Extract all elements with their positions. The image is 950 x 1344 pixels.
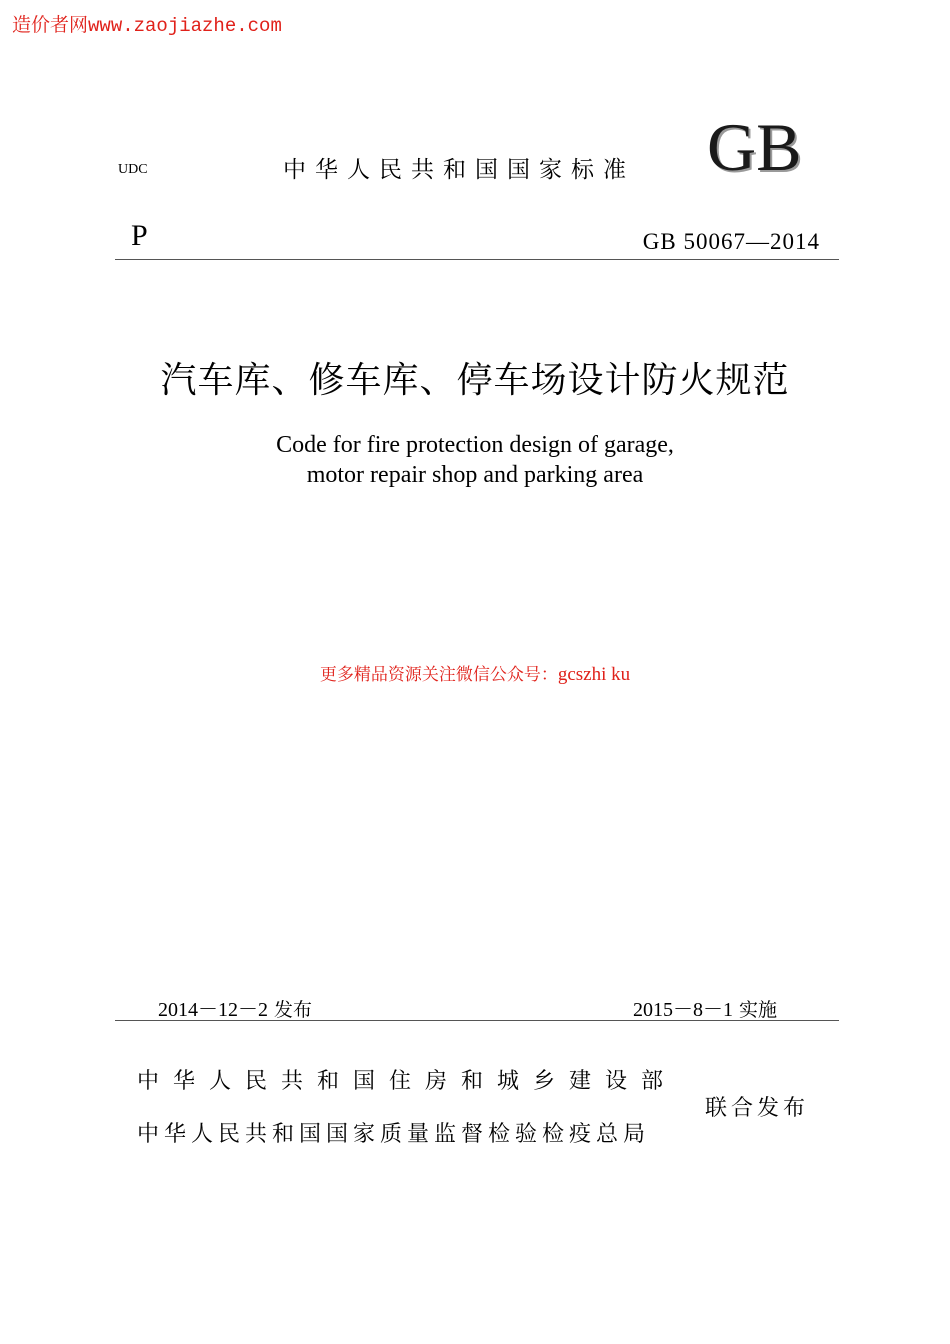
header-divider	[115, 259, 839, 260]
watermark-site-name: 造价者网	[12, 14, 89, 36]
footer-divider	[115, 1020, 839, 1021]
standard-number: GB 50067—2014	[642, 229, 820, 254]
issue-date	[158, 993, 312, 1022]
publisher-ministry-housing: 中华人民共和国住房和城乡建设部	[137, 1069, 678, 1094]
title-english-line2: motor repair shop and parking area	[306, 462, 644, 488]
gb-logo: GB	[707, 109, 802, 185]
promo-notice	[0, 660, 950, 686]
publisher-aqsiq: 中华人民共和国国家质量监督检验检疫总局	[137, 1122, 651, 1147]
promo-text: 更多精品资源关注微信公众号：	[319, 665, 558, 685]
title-english-line1: Code for fire protection design of garage,	[276, 432, 674, 458]
promo-account: gcszhi ku	[557, 664, 631, 685]
joint-publish-label: 联合发布	[705, 1096, 810, 1121]
issue-date-label: 发布	[274, 999, 313, 1021]
classification-code: P	[131, 219, 148, 252]
issue-date-value: 2014－12－2	[158, 999, 268, 1021]
udc-label: UDC	[118, 162, 148, 177]
national-standard-heading: 中华人民共和国国家标准	[283, 157, 635, 183]
effective-date-value: 2015－8－1	[633, 999, 733, 1021]
watermark	[12, 10, 282, 37]
effective-date	[633, 993, 777, 1022]
title-english	[0, 430, 950, 490]
effective-date-label: 实施	[739, 999, 778, 1021]
title-chinese: 汽车库、修车库、停车场设计防火规范	[160, 360, 790, 401]
watermark-url: www.zaojiazhe.com	[88, 15, 282, 37]
